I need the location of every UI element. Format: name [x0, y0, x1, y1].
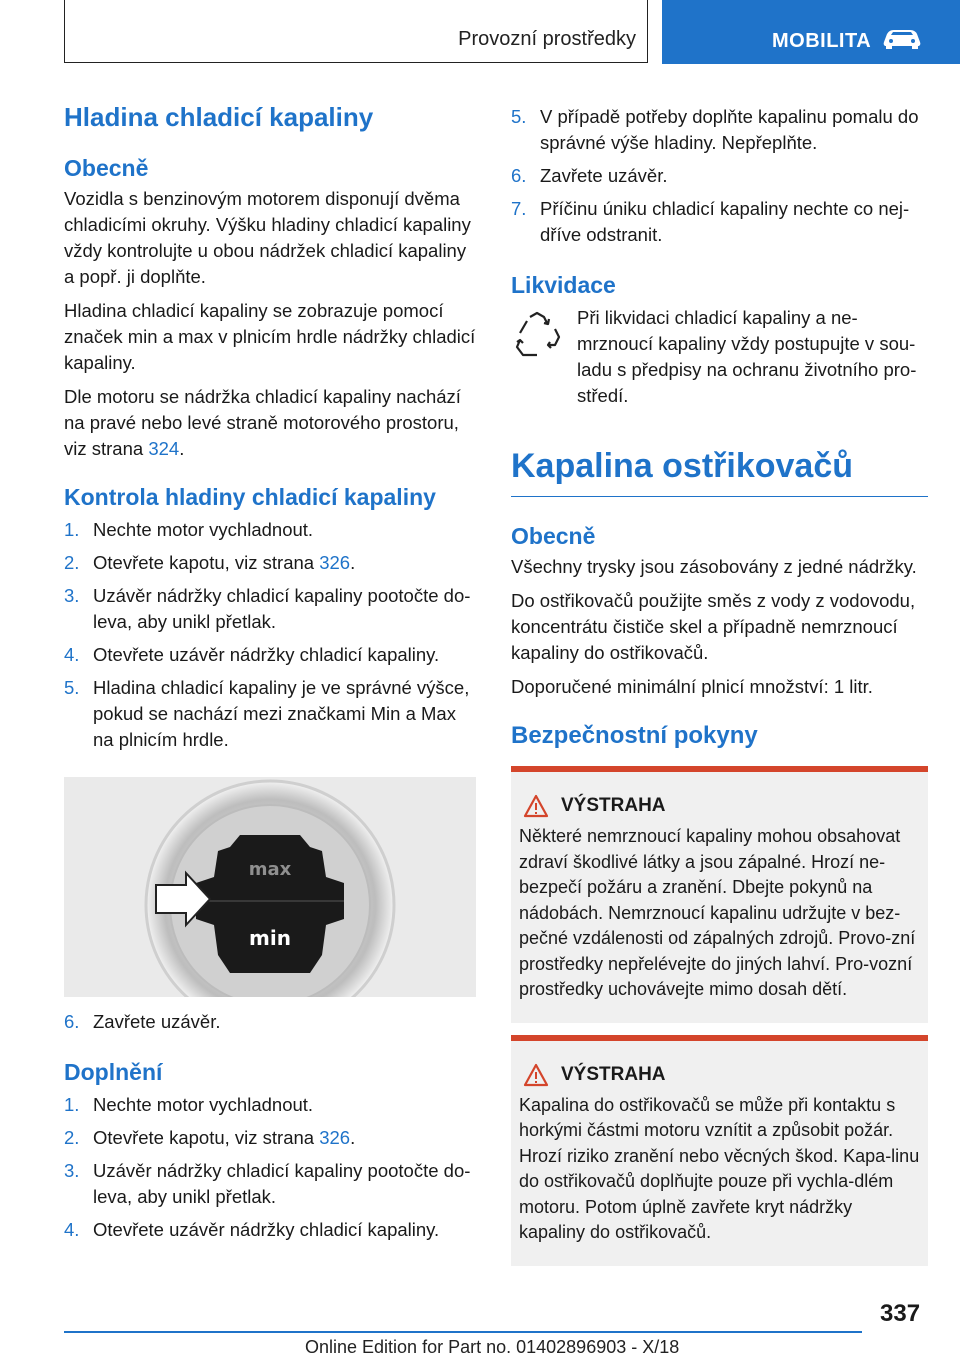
- general-paragraph-3: Dle motoru se nádržka chladicí kapaliny nachází na pravé nebo levé straně motorového prostoru, viz strana 324.: [64, 386, 461, 459]
- coolant-title: Hladina chladicí kapaliny: [64, 102, 374, 132]
- warning-text: Některé nemrznoucí kapaliny mohou obsahovat zdraví škodlivé látky a jsou zápalné. Hrozí ne-bezpečí požáru a zranění. Dbejte pokynů na nádobách. Nemrznoucí kapalinu udržujte v bez-pečné vzdálenosti od zápalných zdrojů. Provo-zní prostředky nepřelévejte do jiných lahví. Pro-vozní prostředky uchovávejte mimo dosah dětí.: [519, 826, 916, 999]
- refill-steps: [64, 1092, 476, 1243]
- washer-paragraph-2: Do ostřikovačů použijte směs z vody z vodovodu, koncentrátu čističe skel a případně nemrznoucí kapaliny do ostřikovačů.: [511, 590, 916, 663]
- disposal-note: [511, 305, 928, 409]
- check-step-6: [64, 1009, 476, 1035]
- general-paragraph-2: Hladina chladicí kapaliny se zobrazuje pomocí značek min a max v plnicím hrdle nádržky chladicí kapaliny.: [64, 300, 476, 373]
- warning-icon: [523, 1063, 549, 1087]
- washer-title: Kapalina ostřikovačů: [511, 447, 928, 497]
- list-item: 4. Otevřete uzávěr nádržky chladicí kapaliny.: [64, 1219, 440, 1240]
- list-item: 6. Zavřete uzávěr.: [64, 1011, 221, 1032]
- list-item: 3. Uzávěr nádržky chladicí kapaliny pootočte do-leva, aby unikl přetlak.: [64, 585, 471, 632]
- section-title: Provozní prostředky: [458, 28, 636, 50]
- chapter-tab-label: MOBILITA: [772, 30, 872, 52]
- general-heading: Obecně: [64, 155, 149, 181]
- coolant-cap-photo: [64, 777, 476, 997]
- disposal-text: Při likvidaci chladicí kapaliny a ne-mrznoucí kapaliny vždy postupujte v sou-ladu s předpisy na ochranu životního pro-středí.: [577, 307, 917, 406]
- refill-heading: Doplnění: [64, 1059, 163, 1085]
- list-item: 1. Nechte motor vychladnout.: [64, 519, 314, 540]
- page-link-326[interactable]: 326: [319, 1127, 351, 1148]
- safety-heading: Bezpečnostní pokyny: [511, 722, 758, 749]
- footer-edition: Online Edition for Part no. 01402896903 - X/18: [305, 1337, 680, 1357]
- page-link-326[interactable]: 326: [319, 552, 351, 573]
- min-label: min: [249, 926, 291, 950]
- list-item: 3. Uzávěr nádržky chladicí kapaliny pootočte do-leva, aby unikl přetlak.: [64, 1160, 471, 1207]
- list-item: 5. Hladina chladicí kapaliny je ve správné výšce, pokud se nachází mezi značkami Min a Max na plnicím hrdle.: [64, 677, 470, 750]
- list-item: 7. Příčinu úniku chladicí kapaliny nechte co nej-dříve odstranit.: [511, 198, 910, 245]
- max-label: max: [248, 859, 292, 880]
- list-item: 6. Zavřete uzávěr.: [511, 165, 668, 186]
- warning-box-1: [511, 766, 928, 1023]
- washer-paragraph-3: Doporučené minimální plnicí množství: 1 litr.: [511, 676, 873, 697]
- list-item: 4. Otevřete uzávěr nádržky chladicí kapaliny.: [64, 644, 440, 665]
- check-steps: [64, 517, 476, 753]
- warning-title: VÝSTRAHA: [561, 795, 666, 816]
- general-paragraph-1: Vozidla s benzinovým motorem disponují dvěma chladicími okruhy. Výšku hladiny chladicí kapaliny vždy kontrolujte u obou nádržek chladicí kapaliny a popř. ji doplňte.: [64, 188, 471, 287]
- coolant-cap-illustration: [64, 777, 476, 997]
- car-icon: [880, 26, 924, 50]
- list-item: 5. V případě potřeby doplňte kapalinu pomalu do správné výše hladiny. Nepřeplňte.: [511, 106, 919, 153]
- disposal-heading: Likvidace: [511, 272, 616, 298]
- left-column: [64, 96, 476, 1243]
- warning-icon: [523, 794, 549, 818]
- footer-divider: [64, 1331, 862, 1333]
- page-number: 337: [880, 1300, 921, 1327]
- washer-general-heading: Obecně: [511, 523, 596, 549]
- list-item: 1. Nechte motor vychladnout.: [64, 1094, 314, 1115]
- recycle-icon: [511, 311, 563, 361]
- warning-box-2: [511, 1035, 928, 1266]
- page-link-324[interactable]: 324: [148, 438, 180, 459]
- warning-text: Kapalina do ostřikovačů se může při kontaktu s horkými částmi motoru vznítit a způsobit požár. Hrozí riziko zranění nebo věcných škod. Kapa-linu do ostřikovačů doplňujte pouze při vychla-dlém motoru. Potom úplně zavřete kryt nádržky kapaliny do ostřikovačů.: [519, 1094, 920, 1242]
- refill-steps-continued: [511, 104, 928, 248]
- right-column: [511, 104, 928, 1266]
- list-item: 2. Otevřete kapotu, viz strana 326.: [64, 1127, 356, 1148]
- warning-title: VÝSTRAHA: [561, 1063, 666, 1085]
- washer-paragraph-1: Všechny trysky jsou zásobovány z jedné nádržky.: [511, 556, 917, 577]
- check-heading: Kontrola hladiny chladicí kapaliny: [64, 484, 436, 510]
- list-item: 2. Otevřete kapotu, viz strana 326.: [64, 552, 356, 573]
